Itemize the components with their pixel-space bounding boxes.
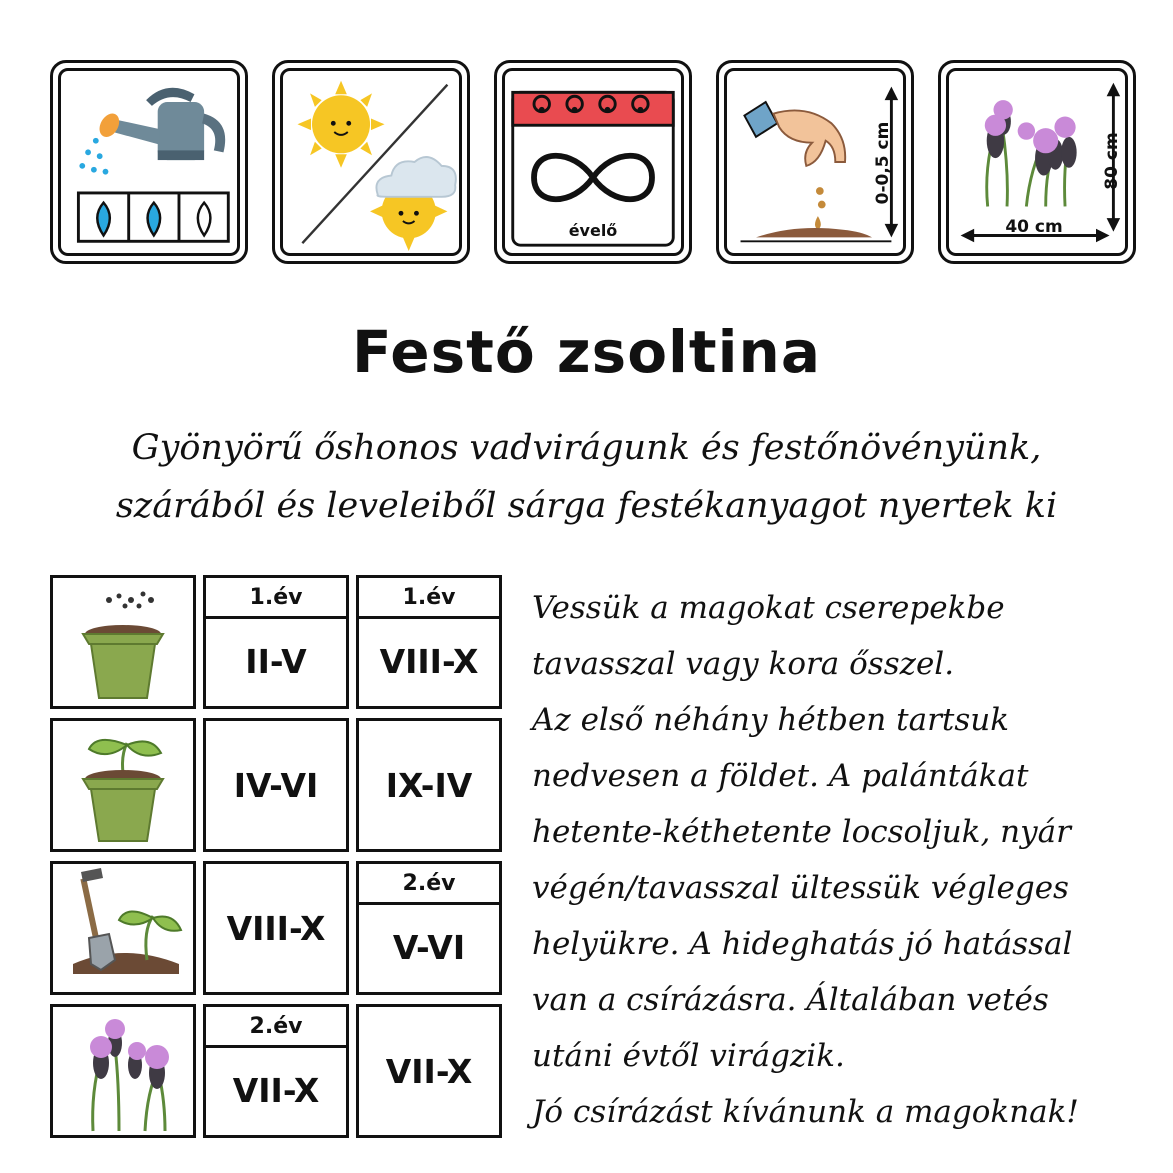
year-label: 1.év: [359, 578, 499, 619]
description-line: helyükre. A hideghatás jó hatással: [532, 926, 1073, 962]
period-label: V-VI: [392, 927, 466, 967]
subtitle-line-1: Gyönyörű őshonos vadvirágunk és festőnövényünk,: [131, 428, 1042, 468]
light-card: [272, 60, 470, 264]
lifecycle-card: [494, 60, 692, 264]
sowing-depth-card: [716, 60, 914, 264]
sowing-autumn-cell: [356, 575, 502, 709]
description-line: tavasszal vagy kora ősszel.: [532, 646, 955, 682]
description-line: Vessük a magokat cserepekbe: [532, 590, 1005, 626]
period-label: IV-VI: [233, 765, 319, 805]
planting-spring-cell: [356, 861, 502, 995]
sowing-spring-cell: [203, 575, 349, 709]
lifecycle-label: évelő: [568, 221, 618, 240]
shovel-plant-icon: [53, 864, 193, 992]
seedling-pot-icon: [53, 721, 193, 849]
seedling-autumn-cell: [356, 718, 502, 852]
period-label: VIII-X: [379, 641, 479, 681]
description-line: van a csírázásra. Általában vetés: [532, 982, 1049, 1018]
year-label: 1.év: [206, 578, 346, 619]
seedling-pot-image: [50, 718, 196, 852]
seed-pot-icon: [53, 578, 193, 706]
planting-image: [50, 861, 196, 995]
description-line: nedvesen a földet. A palántákat: [532, 758, 1029, 794]
description-line: Az első néhány hétben tartsuk: [532, 702, 1010, 738]
flowering-image: [50, 1004, 196, 1138]
seeding-pot-image: [50, 575, 196, 709]
description-line: Jó csírázást kívánunk a magoknak!: [532, 1094, 1079, 1130]
watering-card: [50, 60, 248, 264]
period-label: VII-X: [385, 1051, 473, 1091]
sowing-depth-label: 0-0,5 cm: [873, 121, 893, 205]
plant-width-label: 40 cm: [1005, 217, 1063, 237]
year-label: 2.év: [359, 864, 499, 905]
flowering-period-cell: [356, 1004, 502, 1138]
plant-height-label: 80 cm: [1102, 132, 1122, 190]
flower-icon: [53, 1007, 193, 1135]
seedling-spring-cell: [203, 718, 349, 852]
period-label: VII-X: [232, 1070, 320, 1110]
page-title: Festő zsoltina: [352, 318, 821, 386]
plant-size-card: [938, 60, 1136, 264]
subtitle-line-2: szárából és leveleiből sárga festékanyagot nyertek ki: [115, 486, 1058, 526]
period-label: II-V: [245, 641, 307, 681]
description-line: végén/tavasszal ültessük végleges: [532, 870, 1069, 906]
period-label: VIII-X: [226, 908, 326, 948]
description-text: [532, 580, 1162, 1140]
sun-partial-shade-icon: [283, 71, 459, 253]
flowering-year-cell: [203, 1004, 349, 1138]
description-line: hetente-kéthetente locsoljuk, nyár: [532, 814, 1071, 850]
planting-autumn-cell: [203, 861, 349, 995]
description-line: utáni évtől virágzik.: [532, 1038, 845, 1074]
period-label: IX-IV: [385, 765, 473, 805]
watering-can-icon: [61, 71, 237, 253]
year-label: 2.év: [206, 1007, 346, 1048]
